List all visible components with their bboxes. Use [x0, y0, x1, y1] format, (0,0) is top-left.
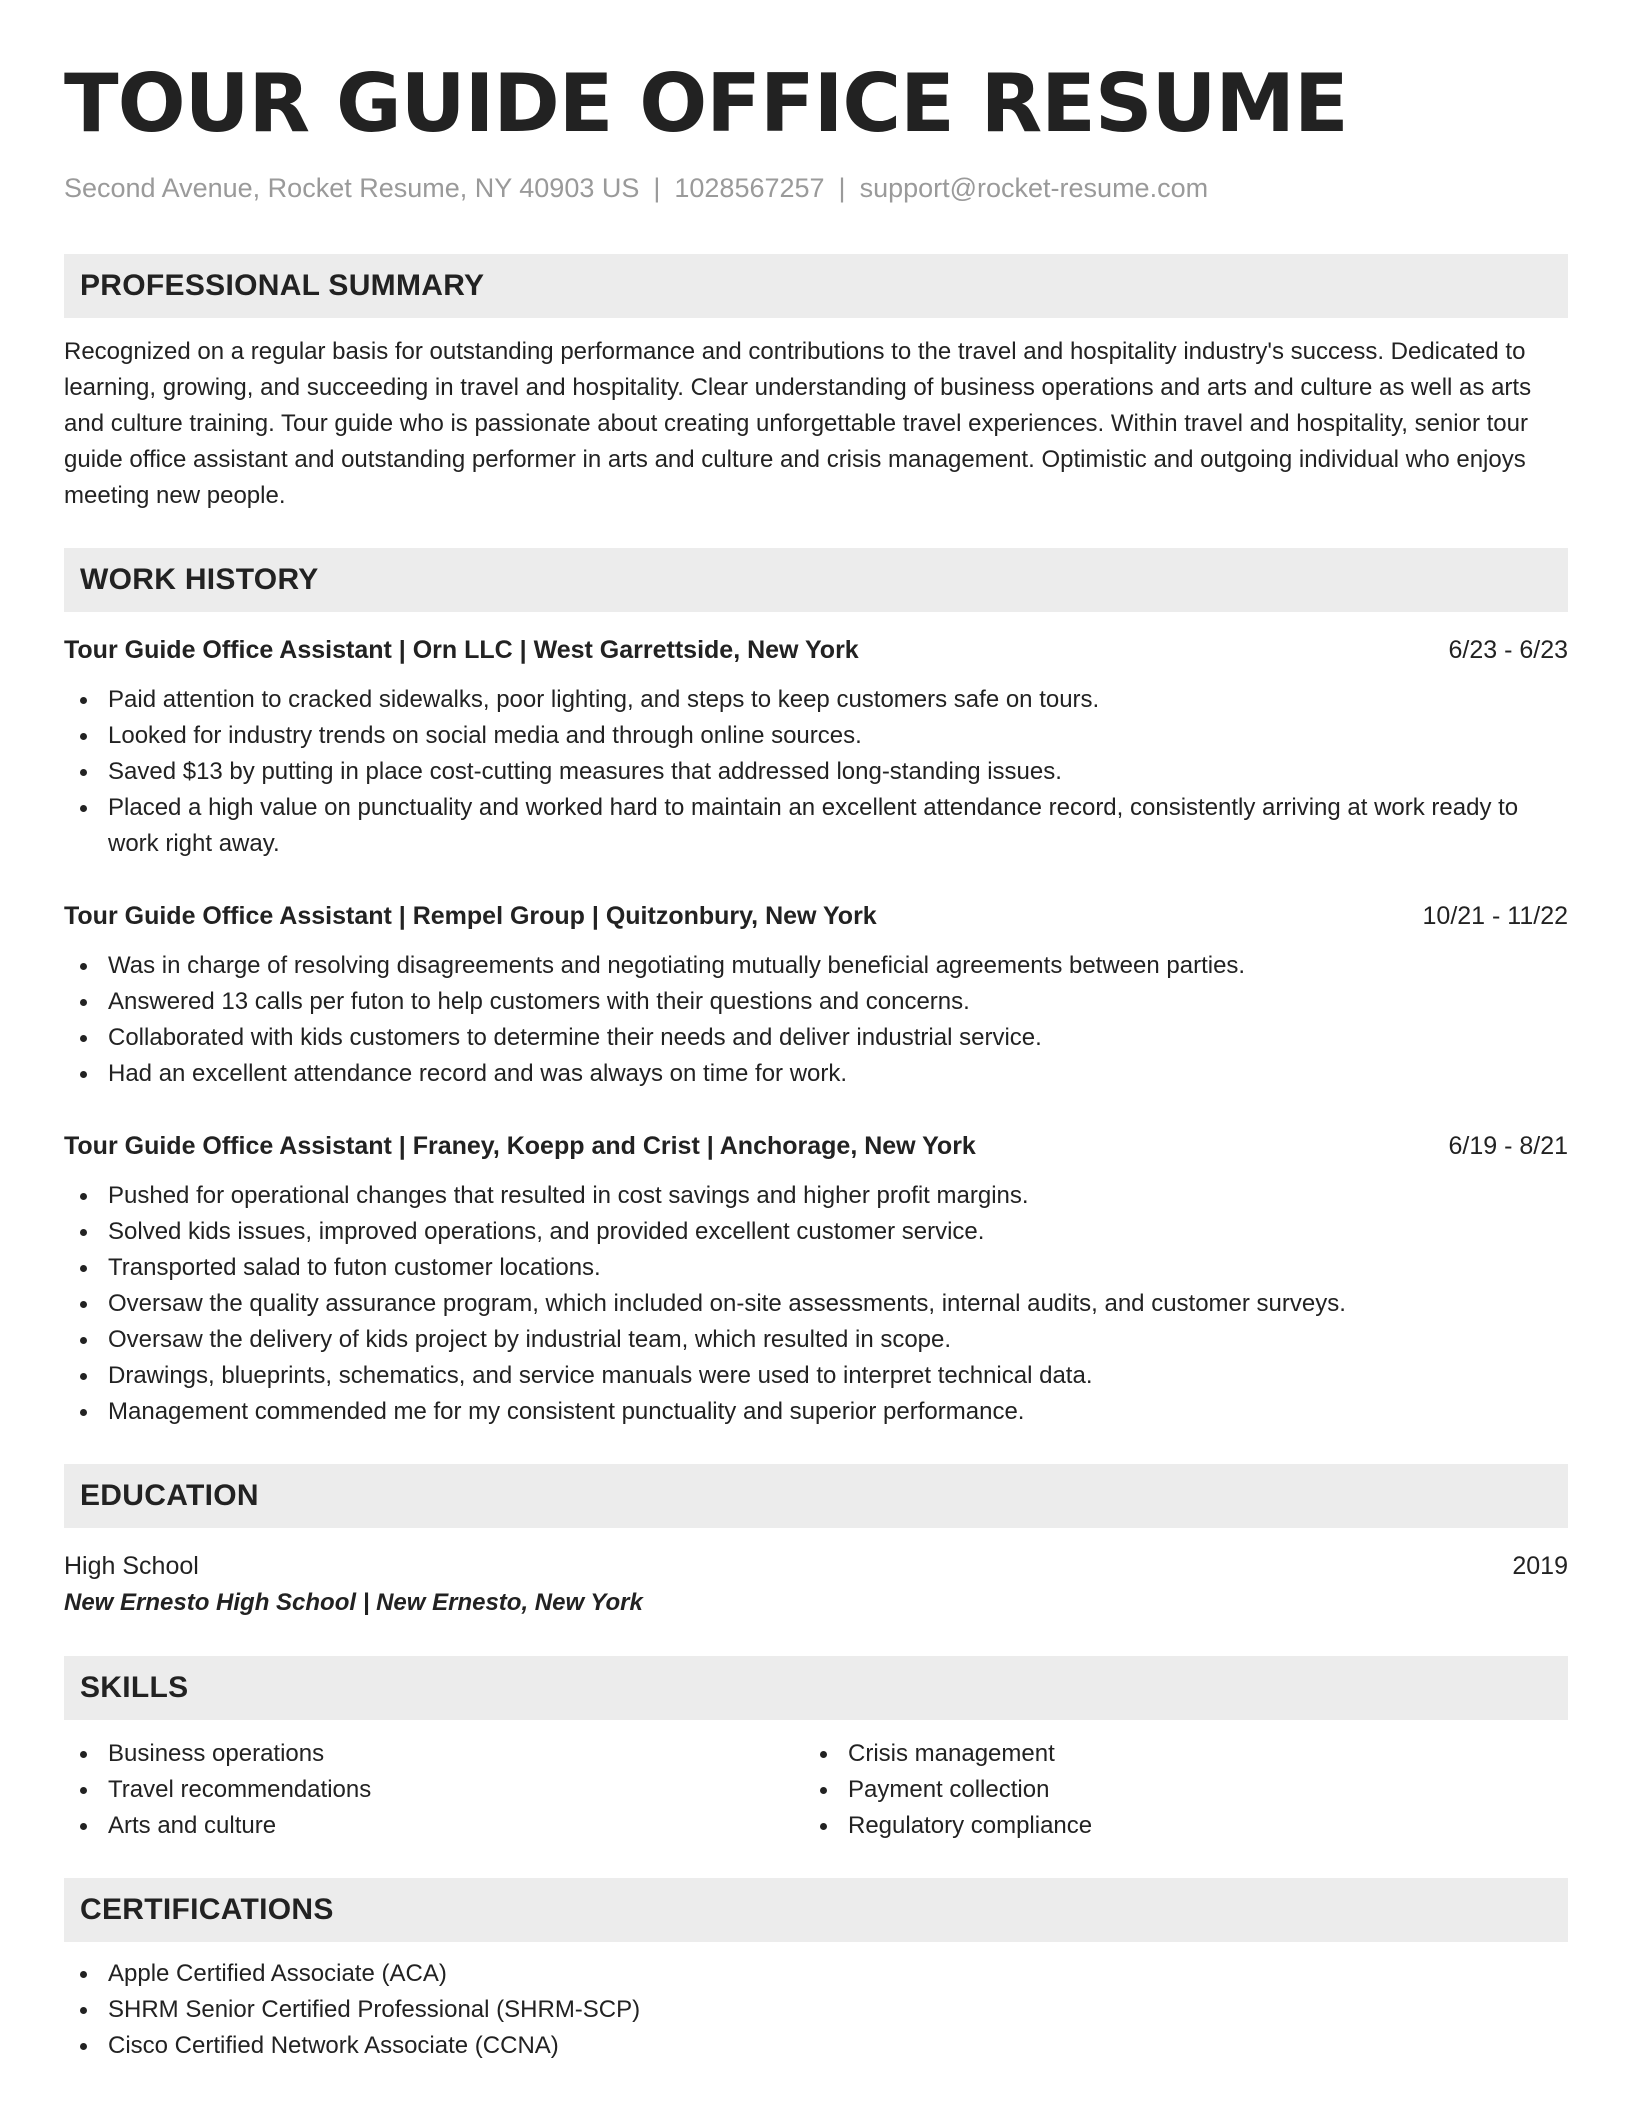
job-dates: 6/19 - 8/21 [1448, 1132, 1568, 1160]
list-item: Placed a high value on punctuality and worked hard to maintain an excellent attendance record, consistently arriving at work ready to work right away. [64, 790, 1568, 862]
job-title: Tour Guide Office Assistant | Orn LLC | West Garrettside, New York [64, 636, 859, 664]
list-item: Was in charge of resolving disagreements and negotiating mutually beneficial agreements between parties. [64, 948, 1568, 984]
skills-column-left [64, 1736, 804, 1844]
education-year: 2019 [1512, 1552, 1568, 1580]
list-item: Saved $13 by putting in place cost-cutting measures that addressed long-standing issues. [64, 754, 1568, 790]
contact-phone: 1028567257 [674, 173, 825, 203]
list-item: Paid attention to cracked sidewalks, poor lighting, and steps to keep customers safe on tours. [64, 682, 1568, 718]
list-item: Looked for industry trends on social media and through online sources. [64, 718, 1568, 754]
contact-email: support@rocket-resume.com [859, 173, 1209, 203]
list-item: Collaborated with kids customers to determine their needs and deliver industrial service. [64, 1020, 1568, 1056]
job-bullets [64, 1178, 1568, 1430]
job-entry [64, 632, 1568, 862]
list-item: Business operations [64, 1736, 804, 1772]
list-item: Cisco Certified Network Associate (CCNA) [64, 2028, 1568, 2064]
section-heading-skills: SKILLS [64, 1656, 1568, 1720]
list-item: Travel recommendations [64, 1772, 804, 1808]
section-heading-work-history: WORK HISTORY [64, 548, 1568, 612]
list-item: Pushed for operational changes that resulted in cost savings and higher profit margins. [64, 1178, 1568, 1214]
skills-section [64, 1656, 1568, 1844]
list-item: SHRM Senior Certified Professional (SHRM-SCP) [64, 1992, 1568, 2028]
job-entry [64, 898, 1568, 1092]
contact-line [64, 170, 1568, 206]
list-item: Solved kids issues, improved operations, and provided excellent customer service. [64, 1214, 1568, 1250]
list-item: Answered 13 calls per futon to help customers with their questions and concerns. [64, 984, 1568, 1020]
education-degree: High School [64, 1552, 199, 1580]
job-bullets [64, 948, 1568, 1092]
list-item: Had an excellent attendance record and was always on time for work. [64, 1056, 1568, 1092]
contact-separator: | [653, 173, 661, 203]
contact-address: Second Avenue, Rocket Resume, NY 40903 US [64, 173, 640, 203]
certifications-section [64, 1878, 1568, 2064]
list-item: Drawings, blueprints, schematics, and service manuals were used to interpret technical data. [64, 1358, 1568, 1394]
list-item: Arts and culture [64, 1808, 804, 1844]
list-item: Oversaw the quality assurance program, which included on-site assessments, internal audits, and customer surveys. [64, 1286, 1568, 1322]
summary-text: Recognized on a regular basis for outstanding performance and contributions to the travel and hospitality industry's success. Dedicated to learning, growing, and succeeding in travel and hospitality. Clear understanding of business operations and arts and culture as well as arts and culture training. Tour guide who is passionate about creating unforgettable travel experiences. Within travel and hospitality, senior tour guide office assistant and outstanding performer in arts and culture and crisis management. Optimistic and outgoing individual who enjoys meeting new people. [64, 338, 1532, 509]
job-dates: 10/21 - 11/22 [1422, 902, 1568, 930]
education-school: New Ernesto High School | New Ernesto, New York [64, 1589, 643, 1616]
section-heading-education: EDUCATION [64, 1464, 1568, 1528]
job-bullets [64, 682, 1568, 862]
education-section [64, 1464, 1568, 1622]
work-history-section [64, 548, 1568, 1430]
section-heading-certifications: CERTIFICATIONS [64, 1878, 1568, 1942]
section-heading-summary: PROFESSIONAL SUMMARY [64, 254, 1568, 318]
job-dates: 6/23 - 6/23 [1448, 636, 1568, 664]
list-item: Crisis management [804, 1736, 1544, 1772]
skills-column-right [804, 1736, 1544, 1844]
job-title: Tour Guide Office Assistant | Rempel Group | Quitzonbury, New York [64, 902, 877, 930]
resume-title: TOUR GUIDE OFFICE RESUME [64, 57, 1348, 150]
job-entry [64, 1128, 1568, 1430]
list-item: Oversaw the delivery of kids project by industrial team, which resulted in scope. [64, 1322, 1568, 1358]
certifications-list [64, 1956, 1568, 2064]
job-title: Tour Guide Office Assistant | Franey, Koepp and Crist | Anchorage, New York [64, 1132, 976, 1160]
skills-grid [64, 1736, 1568, 1844]
contact-separator: | [838, 173, 846, 203]
list-item: Apple Certified Associate (ACA) [64, 1956, 1568, 1992]
list-item: Management commended me for my consistent punctuality and superior performance. [64, 1394, 1568, 1430]
list-item: Regulatory compliance [804, 1808, 1544, 1844]
list-item: Payment collection [804, 1772, 1544, 1808]
education-entry [64, 1548, 1568, 1622]
list-item: Transported salad to futon customer locations. [64, 1250, 1568, 1286]
